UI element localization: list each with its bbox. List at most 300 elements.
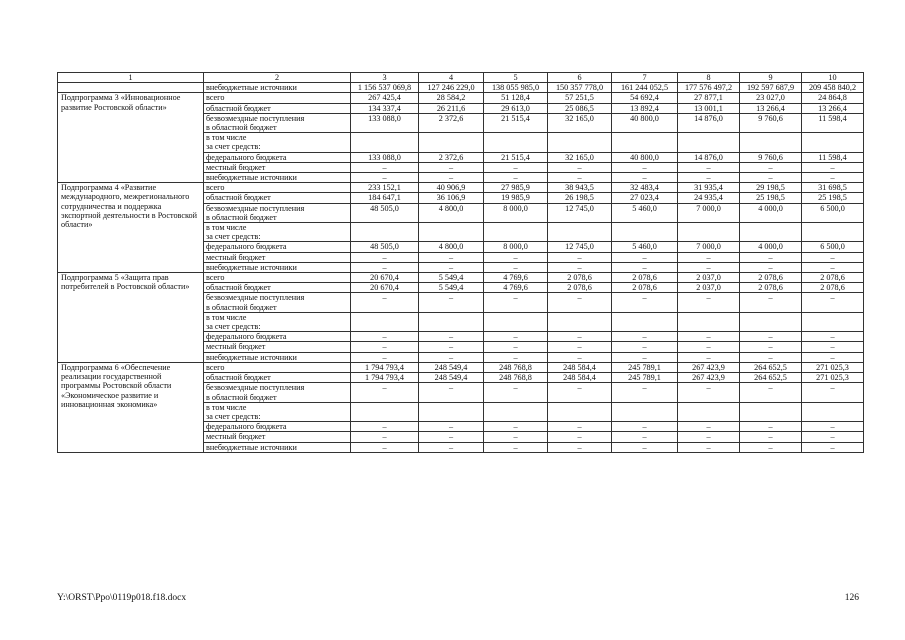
value-cell: – bbox=[740, 162, 802, 172]
value-cell: – bbox=[612, 342, 678, 352]
value-cell: 54 692,4 bbox=[612, 93, 678, 103]
value-cell: – bbox=[802, 383, 864, 402]
value-cell bbox=[802, 133, 864, 152]
value-cell: – bbox=[484, 342, 548, 352]
value-cell: – bbox=[740, 432, 802, 442]
value-cell: – bbox=[802, 342, 864, 352]
value-cell: – bbox=[678, 342, 740, 352]
source-cell: областной бюджет bbox=[204, 373, 351, 383]
value-cell: 177 576 497,2 bbox=[678, 83, 740, 93]
value-cell: 32 165,0 bbox=[548, 152, 612, 162]
value-cell: – bbox=[548, 252, 612, 262]
value-cell: 248 768,8 bbox=[484, 362, 548, 372]
value-cell: – bbox=[548, 352, 612, 362]
source-cell: областной бюджет bbox=[204, 283, 351, 293]
value-cell bbox=[548, 312, 612, 331]
value-cell bbox=[612, 402, 678, 421]
value-cell: 25 198,5 bbox=[802, 193, 864, 203]
value-cell: 5 460,0 bbox=[612, 203, 678, 222]
value-cell: – bbox=[802, 262, 864, 272]
value-cell: 5 460,0 bbox=[612, 242, 678, 252]
column-number: 3 bbox=[351, 73, 419, 83]
source-line: в областной бюджет bbox=[206, 302, 277, 312]
value-cell bbox=[351, 223, 419, 242]
value-cell: 1 794 793,4 bbox=[351, 362, 419, 372]
value-cell: 20 670,4 bbox=[351, 283, 419, 293]
value-cell: 2 078,6 bbox=[548, 273, 612, 283]
table-row bbox=[58, 273, 864, 283]
value-cell: 27 023,4 bbox=[612, 193, 678, 203]
source-line: в том числе bbox=[206, 402, 247, 412]
value-cell: 2 078,6 bbox=[740, 283, 802, 293]
source-cell: всего bbox=[204, 93, 351, 103]
value-cell: – bbox=[740, 422, 802, 432]
value-cell: – bbox=[612, 432, 678, 442]
value-cell: 29 198,5 bbox=[740, 183, 802, 193]
source-line: за счет средств: bbox=[206, 411, 261, 421]
source-cell bbox=[204, 383, 351, 402]
value-cell bbox=[740, 223, 802, 242]
value-cell: – bbox=[351, 332, 419, 342]
value-cell: – bbox=[351, 262, 419, 272]
value-cell bbox=[351, 402, 419, 421]
source-cell: внебюджетные источники bbox=[204, 173, 351, 183]
value-cell: – bbox=[678, 262, 740, 272]
source-line: в том числе bbox=[206, 223, 247, 233]
value-cell: – bbox=[740, 342, 802, 352]
value-cell: 209 458 840,2 bbox=[802, 83, 864, 93]
program-name: Подпрограмма 6 «Обеспечение реализации государственной программы Ростовской области «Экономическое развитие и инновационная экономика» bbox=[58, 362, 204, 452]
value-cell bbox=[484, 223, 548, 242]
value-cell: 20 670,4 bbox=[351, 273, 419, 283]
value-cell: 248 584,4 bbox=[548, 362, 612, 372]
value-cell: 192 597 687,9 bbox=[740, 83, 802, 93]
value-cell: – bbox=[484, 262, 548, 272]
value-cell: 5 549,4 bbox=[419, 273, 484, 283]
value-cell: 267 425,4 bbox=[351, 93, 419, 103]
value-cell: 271 025,3 bbox=[802, 373, 864, 383]
value-cell: – bbox=[548, 422, 612, 432]
value-cell: 267 423,9 bbox=[678, 362, 740, 372]
value-cell bbox=[484, 402, 548, 421]
budget-table bbox=[57, 72, 864, 453]
value-cell: – bbox=[351, 342, 419, 352]
value-cell: – bbox=[802, 173, 864, 183]
source-cell: местный бюджет bbox=[204, 252, 351, 262]
value-cell: 4 800,0 bbox=[419, 242, 484, 252]
program-name: Подпрограмма 4 «Развитие международного, межрегионального сотрудничества и поддержка экспортной деятельности в Ростовской области» bbox=[58, 183, 204, 273]
source-line: за счет средств: bbox=[206, 232, 261, 242]
value-cell: 127 246 229,0 bbox=[419, 83, 484, 93]
source-cell bbox=[204, 223, 351, 242]
value-cell: – bbox=[612, 252, 678, 262]
value-cell: – bbox=[802, 252, 864, 262]
column-number-row bbox=[58, 73, 864, 83]
table-row bbox=[58, 183, 864, 193]
value-cell: 13 266,4 bbox=[802, 103, 864, 113]
table-row bbox=[58, 93, 864, 103]
value-cell: – bbox=[351, 293, 419, 312]
value-cell: 2 078,6 bbox=[802, 273, 864, 283]
value-cell: 4 769,6 bbox=[484, 283, 548, 293]
value-cell: – bbox=[351, 432, 419, 442]
value-cell: 21 515,4 bbox=[484, 113, 548, 132]
value-cell: – bbox=[548, 432, 612, 442]
value-cell: – bbox=[740, 293, 802, 312]
value-cell: – bbox=[678, 383, 740, 402]
column-number: 5 bbox=[484, 73, 548, 83]
source-cell: областной бюджет bbox=[204, 193, 351, 203]
value-cell: – bbox=[351, 383, 419, 402]
value-cell: – bbox=[740, 352, 802, 362]
value-cell: 40 906,9 bbox=[419, 183, 484, 193]
source-cell: внебюджетные источники bbox=[204, 352, 351, 362]
value-cell: – bbox=[740, 252, 802, 262]
value-cell: 8 000,0 bbox=[484, 203, 548, 222]
value-cell: – bbox=[802, 352, 864, 362]
value-cell: 7 000,0 bbox=[678, 242, 740, 252]
value-cell: – bbox=[419, 352, 484, 362]
value-cell: – bbox=[484, 432, 548, 442]
source-line: безвозмездные поступления bbox=[206, 203, 305, 213]
source-line: безвозмездные поступления bbox=[206, 293, 305, 303]
value-cell: 23 027,0 bbox=[740, 93, 802, 103]
value-cell bbox=[419, 402, 484, 421]
value-cell bbox=[419, 133, 484, 152]
value-cell: 26 211,6 bbox=[419, 103, 484, 113]
value-cell: 29 613,0 bbox=[484, 103, 548, 113]
value-cell: 2 078,6 bbox=[612, 283, 678, 293]
value-cell: – bbox=[484, 383, 548, 402]
value-cell: 7 000,0 bbox=[678, 203, 740, 222]
value-cell bbox=[802, 223, 864, 242]
value-cell: – bbox=[419, 173, 484, 183]
value-cell: – bbox=[484, 293, 548, 312]
value-cell: 11 598,4 bbox=[802, 113, 864, 132]
source-line: за счет средств: bbox=[206, 322, 261, 332]
value-cell: – bbox=[419, 383, 484, 402]
value-cell: 248 549,4 bbox=[419, 362, 484, 372]
program-cell bbox=[58, 83, 204, 93]
source-cell: внебюджетные источники bbox=[204, 442, 351, 452]
value-cell: 14 876,0 bbox=[678, 152, 740, 162]
value-cell: 264 652,5 bbox=[740, 373, 802, 383]
value-cell: 40 800,0 bbox=[612, 113, 678, 132]
value-cell: 27 877,1 bbox=[678, 93, 740, 103]
value-cell: – bbox=[678, 352, 740, 362]
source-cell bbox=[204, 402, 351, 421]
value-cell: – bbox=[612, 442, 678, 452]
value-cell: 21 515,4 bbox=[484, 152, 548, 162]
source-cell: федерального бюджета bbox=[204, 332, 351, 342]
source-cell: всего bbox=[204, 273, 351, 283]
value-cell: – bbox=[548, 442, 612, 452]
value-cell: – bbox=[548, 262, 612, 272]
value-cell: 25 198,5 bbox=[740, 193, 802, 203]
value-cell: 8 000,0 bbox=[484, 242, 548, 252]
value-cell: – bbox=[678, 293, 740, 312]
value-cell: 150 357 778,0 bbox=[548, 83, 612, 93]
column-number: 8 bbox=[678, 73, 740, 83]
value-cell: – bbox=[484, 173, 548, 183]
column-number: 10 bbox=[802, 73, 864, 83]
value-cell: 24 864,8 bbox=[802, 93, 864, 103]
value-cell: 134 337,4 bbox=[351, 103, 419, 113]
value-cell: 31 935,4 bbox=[678, 183, 740, 193]
value-cell: – bbox=[484, 422, 548, 432]
value-cell: 133 088,0 bbox=[351, 152, 419, 162]
value-cell: – bbox=[419, 442, 484, 452]
value-cell bbox=[351, 312, 419, 331]
value-cell bbox=[612, 312, 678, 331]
table-row bbox=[58, 83, 864, 93]
value-cell: – bbox=[802, 442, 864, 452]
value-cell: 2 037,0 bbox=[678, 273, 740, 283]
value-cell: 248 549,4 bbox=[419, 373, 484, 383]
value-cell: – bbox=[678, 442, 740, 452]
value-cell: 28 584,2 bbox=[419, 93, 484, 103]
value-cell: 6 500,0 bbox=[802, 242, 864, 252]
source-cell: областной бюджет bbox=[204, 103, 351, 113]
value-cell: 27 985,9 bbox=[484, 183, 548, 193]
value-cell: 26 198,5 bbox=[548, 193, 612, 203]
value-cell: 2 078,6 bbox=[548, 283, 612, 293]
value-cell bbox=[678, 402, 740, 421]
value-cell: 248 584,4 bbox=[548, 373, 612, 383]
value-cell: 24 935,4 bbox=[678, 193, 740, 203]
value-cell: 184 647,1 bbox=[351, 193, 419, 203]
value-cell: – bbox=[419, 332, 484, 342]
column-number: 6 bbox=[548, 73, 612, 83]
value-cell: – bbox=[802, 162, 864, 172]
value-cell: 48 505,0 bbox=[351, 242, 419, 252]
value-cell: – bbox=[740, 262, 802, 272]
value-cell: – bbox=[419, 432, 484, 442]
value-cell bbox=[548, 133, 612, 152]
value-cell: – bbox=[612, 162, 678, 172]
value-cell: 31 698,5 bbox=[802, 183, 864, 193]
value-cell: – bbox=[419, 293, 484, 312]
table-row bbox=[58, 362, 864, 372]
value-cell: – bbox=[612, 383, 678, 402]
value-cell: 2 078,6 bbox=[740, 273, 802, 283]
value-cell: – bbox=[484, 252, 548, 262]
value-cell: 12 745,0 bbox=[548, 203, 612, 222]
value-cell: 32 165,0 bbox=[548, 113, 612, 132]
value-cell: 51 128,4 bbox=[484, 93, 548, 103]
value-cell bbox=[548, 402, 612, 421]
value-cell: – bbox=[351, 173, 419, 183]
value-cell bbox=[740, 402, 802, 421]
value-cell: – bbox=[419, 422, 484, 432]
value-cell: – bbox=[612, 352, 678, 362]
value-cell: – bbox=[740, 442, 802, 452]
source-cell: всего bbox=[204, 362, 351, 372]
value-cell: – bbox=[740, 332, 802, 342]
value-cell: – bbox=[612, 422, 678, 432]
source-cell: местный бюджет bbox=[204, 432, 351, 442]
source-line: в том числе bbox=[206, 312, 247, 322]
value-cell bbox=[802, 312, 864, 331]
source-cell bbox=[204, 133, 351, 152]
value-cell: 138 055 985,0 bbox=[484, 83, 548, 93]
value-cell: 32 483,4 bbox=[612, 183, 678, 193]
value-cell: 2 078,6 bbox=[802, 283, 864, 293]
value-cell: 133 088,0 bbox=[351, 113, 419, 132]
source-cell: федерального бюджета bbox=[204, 242, 351, 252]
value-cell: – bbox=[548, 173, 612, 183]
source-line: в областной бюджет bbox=[206, 392, 277, 402]
value-cell: – bbox=[740, 173, 802, 183]
value-cell: – bbox=[678, 173, 740, 183]
value-cell: 14 876,0 bbox=[678, 113, 740, 132]
column-number: 7 bbox=[612, 73, 678, 83]
value-cell: – bbox=[548, 293, 612, 312]
value-cell bbox=[678, 312, 740, 331]
value-cell: – bbox=[351, 422, 419, 432]
value-cell: – bbox=[351, 352, 419, 362]
source-cell: внебюджетные источники bbox=[204, 83, 351, 93]
value-cell: – bbox=[484, 442, 548, 452]
value-cell: – bbox=[351, 252, 419, 262]
value-cell: 1 794 793,4 bbox=[351, 373, 419, 383]
value-cell: 4 800,0 bbox=[419, 203, 484, 222]
value-cell: – bbox=[802, 332, 864, 342]
value-cell: – bbox=[548, 162, 612, 172]
value-cell: – bbox=[548, 342, 612, 352]
source-line: безвозмездные поступления bbox=[206, 383, 305, 393]
value-cell: – bbox=[678, 252, 740, 262]
value-cell: 245 789,1 bbox=[612, 373, 678, 383]
value-cell: 25 086,5 bbox=[548, 103, 612, 113]
value-cell: 264 652,5 bbox=[740, 362, 802, 372]
value-cell: 161 244 052,5 bbox=[612, 83, 678, 93]
column-number: 1 bbox=[58, 73, 204, 83]
value-cell: 40 800,0 bbox=[612, 152, 678, 162]
value-cell bbox=[740, 312, 802, 331]
value-cell bbox=[484, 133, 548, 152]
value-cell: – bbox=[678, 162, 740, 172]
value-cell: 38 943,5 bbox=[548, 183, 612, 193]
value-cell: – bbox=[484, 162, 548, 172]
source-cell: местный бюджет bbox=[204, 342, 351, 352]
value-cell: 19 985,9 bbox=[484, 193, 548, 203]
source-cell bbox=[204, 203, 351, 222]
value-cell: – bbox=[612, 262, 678, 272]
value-cell: 271 025,3 bbox=[802, 362, 864, 372]
source-cell bbox=[204, 312, 351, 331]
table-body bbox=[58, 73, 864, 453]
source-line: за счет средств: bbox=[206, 142, 261, 152]
value-cell: 2 372,6 bbox=[419, 152, 484, 162]
source-line: безвозмездные поступления bbox=[206, 113, 305, 123]
value-cell: – bbox=[419, 252, 484, 262]
program-name: Подпрограмма 5 «Защита прав потребителей в Ростовской области» bbox=[58, 273, 204, 363]
value-cell bbox=[548, 223, 612, 242]
column-number: 2 bbox=[204, 73, 351, 83]
value-cell: 4 000,0 bbox=[740, 203, 802, 222]
column-number: 4 bbox=[419, 73, 484, 83]
value-cell: – bbox=[484, 332, 548, 342]
value-cell bbox=[678, 223, 740, 242]
value-cell: 5 549,4 bbox=[419, 283, 484, 293]
value-cell bbox=[351, 133, 419, 152]
value-cell: – bbox=[351, 162, 419, 172]
value-cell: – bbox=[419, 162, 484, 172]
value-cell: – bbox=[612, 332, 678, 342]
value-cell bbox=[419, 223, 484, 242]
value-cell: 233 152,1 bbox=[351, 183, 419, 193]
value-cell: 267 423,9 bbox=[678, 373, 740, 383]
value-cell: 245 789,1 bbox=[612, 362, 678, 372]
value-cell bbox=[612, 223, 678, 242]
value-cell: – bbox=[802, 432, 864, 442]
value-cell: 9 760,6 bbox=[740, 113, 802, 132]
value-cell: 13 266,4 bbox=[740, 103, 802, 113]
value-cell: 12 745,0 bbox=[548, 242, 612, 252]
value-cell: – bbox=[678, 422, 740, 432]
value-cell: – bbox=[612, 293, 678, 312]
value-cell bbox=[678, 133, 740, 152]
column-number: 9 bbox=[740, 73, 802, 83]
value-cell bbox=[802, 402, 864, 421]
source-cell bbox=[204, 113, 351, 132]
value-cell: 9 760,6 bbox=[740, 152, 802, 162]
value-cell: – bbox=[802, 422, 864, 432]
value-cell: – bbox=[740, 383, 802, 402]
value-cell: – bbox=[802, 293, 864, 312]
value-cell bbox=[740, 133, 802, 152]
program-name: Подпрограмма 3 «Инновационное развитие Ростовской области» bbox=[58, 93, 204, 183]
footer-file-path: Y:\ORST\Ppo\0119p018.f18.docx bbox=[57, 593, 187, 603]
value-cell: 2 078,6 bbox=[612, 273, 678, 283]
value-cell: 36 106,9 bbox=[419, 193, 484, 203]
value-cell: 1 156 537 069,8 bbox=[351, 83, 419, 93]
value-cell: – bbox=[678, 432, 740, 442]
source-cell: федерального бюджета bbox=[204, 422, 351, 432]
source-cell: всего bbox=[204, 183, 351, 193]
value-cell: – bbox=[419, 342, 484, 352]
value-cell: 4 769,6 bbox=[484, 273, 548, 283]
value-cell: 57 251,5 bbox=[548, 93, 612, 103]
value-cell: – bbox=[612, 173, 678, 183]
value-cell: – bbox=[484, 352, 548, 362]
value-cell: 2 037,0 bbox=[678, 283, 740, 293]
value-cell: – bbox=[678, 332, 740, 342]
source-cell bbox=[204, 293, 351, 312]
value-cell: 248 768,8 bbox=[484, 373, 548, 383]
value-cell: – bbox=[419, 262, 484, 272]
value-cell: 13 892,4 bbox=[612, 103, 678, 113]
value-cell: – bbox=[548, 332, 612, 342]
source-cell: местный бюджет bbox=[204, 162, 351, 172]
value-cell bbox=[419, 312, 484, 331]
source-cell: федерального бюджета bbox=[204, 152, 351, 162]
source-line: в областной бюджет bbox=[206, 123, 277, 133]
page-number: 126 bbox=[844, 593, 859, 603]
source-line: в том числе bbox=[206, 133, 247, 143]
value-cell: 13 001,1 bbox=[678, 103, 740, 113]
source-cell: внебюджетные источники bbox=[204, 262, 351, 272]
source-line: в областной бюджет bbox=[206, 212, 277, 222]
value-cell bbox=[484, 312, 548, 331]
value-cell: 48 505,0 bbox=[351, 203, 419, 222]
value-cell: 11 598,4 bbox=[802, 152, 864, 162]
value-cell: 4 000,0 bbox=[740, 242, 802, 252]
value-cell: 6 500,0 bbox=[802, 203, 864, 222]
value-cell: – bbox=[351, 442, 419, 452]
value-cell: 2 372,6 bbox=[419, 113, 484, 132]
